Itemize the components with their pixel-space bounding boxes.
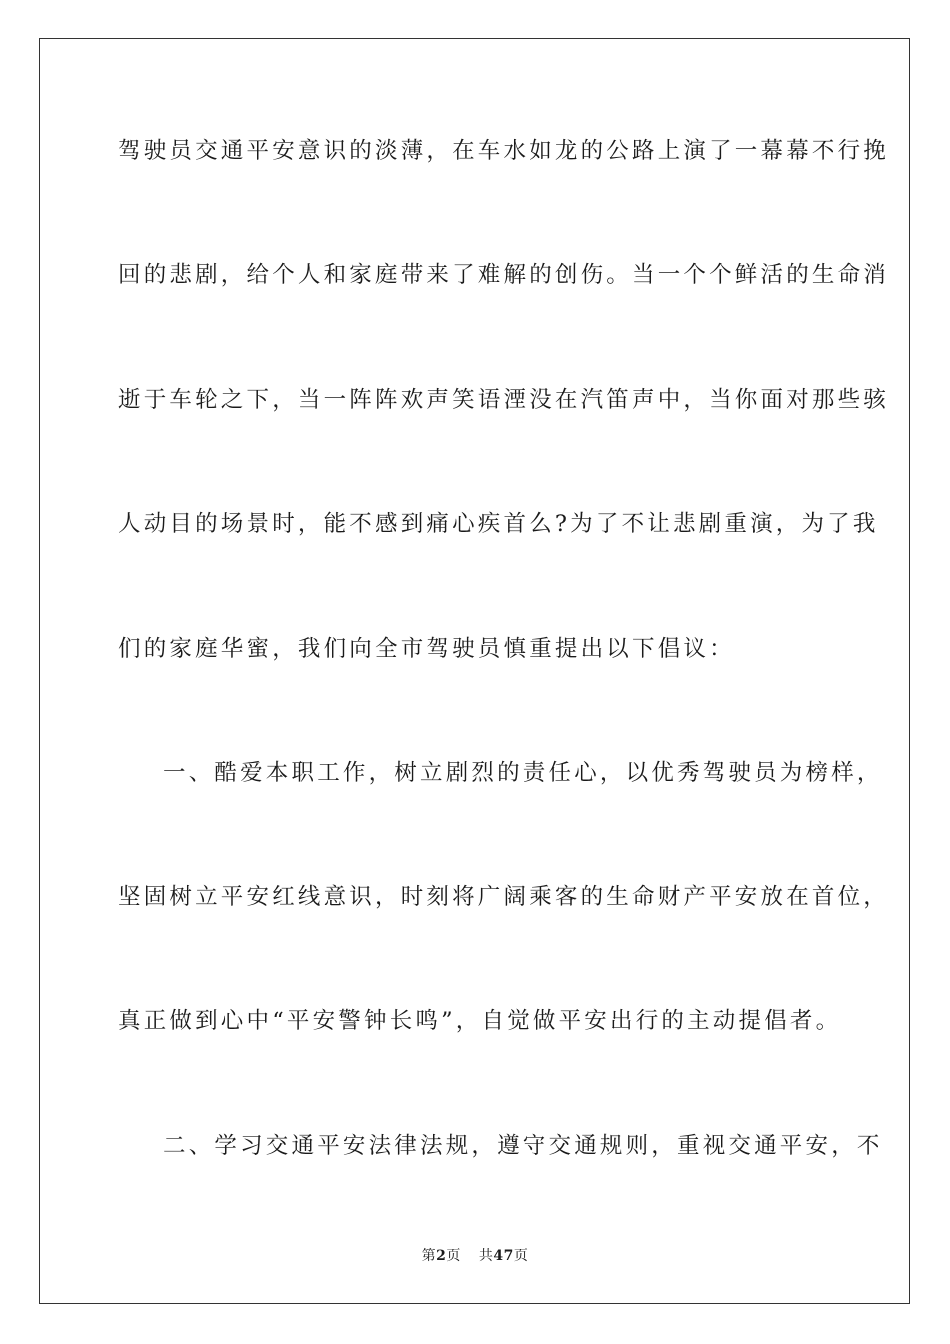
- body-line-1: 驾驶员交通平安意识的淡薄，在车水如龙的公路上演了一幕幕不行挽: [118, 138, 890, 164]
- paragraph-1-line-3: 真正做到心中“平安警钟长鸣”，自觉做平安出行的主动提倡者。: [118, 1008, 842, 1034]
- page-suffix: 页: [446, 1248, 461, 1264]
- paragraph-2-line-1: 二、学习交通平安法律法规，遵守交通规则，重视交通平安，不: [163, 1133, 883, 1159]
- body-line-3: 逝于车轮之下，当一阵阵欢声笑语湮没在汽笛声中，当你面对那些骇: [118, 387, 890, 413]
- page-border: [39, 38, 910, 1304]
- paragraph-1-line-1: 一、酷爱本职工作，树立剧烈的责任心，以优秀驾驶员为榜样，: [163, 760, 883, 786]
- body-line-5: 们的家庭华蜜，我们向全市驾驶员慎重提出以下倡议：: [118, 636, 735, 662]
- total-prefix: 共: [478, 1248, 494, 1264]
- page-number: 2: [436, 1248, 447, 1264]
- page-footer: [0, 1247, 950, 1265]
- paragraph-1-line-2: 坚固树立平安红线意识，时刻将广阔乘客的生命财产平安放在首位，: [118, 884, 890, 910]
- body-line-2: 回的悲剧，给个人和家庭带来了难解的创伤。当一个个鲜活的生命消: [118, 262, 890, 288]
- page-prefix: 第: [421, 1248, 437, 1264]
- body-line-4: 人动目的场景时，能不感到痛心疾首么?为了不让悲剧重演，为了我: [118, 511, 879, 537]
- total-suffix: 页: [513, 1248, 529, 1264]
- total-pages: 47: [493, 1248, 514, 1264]
